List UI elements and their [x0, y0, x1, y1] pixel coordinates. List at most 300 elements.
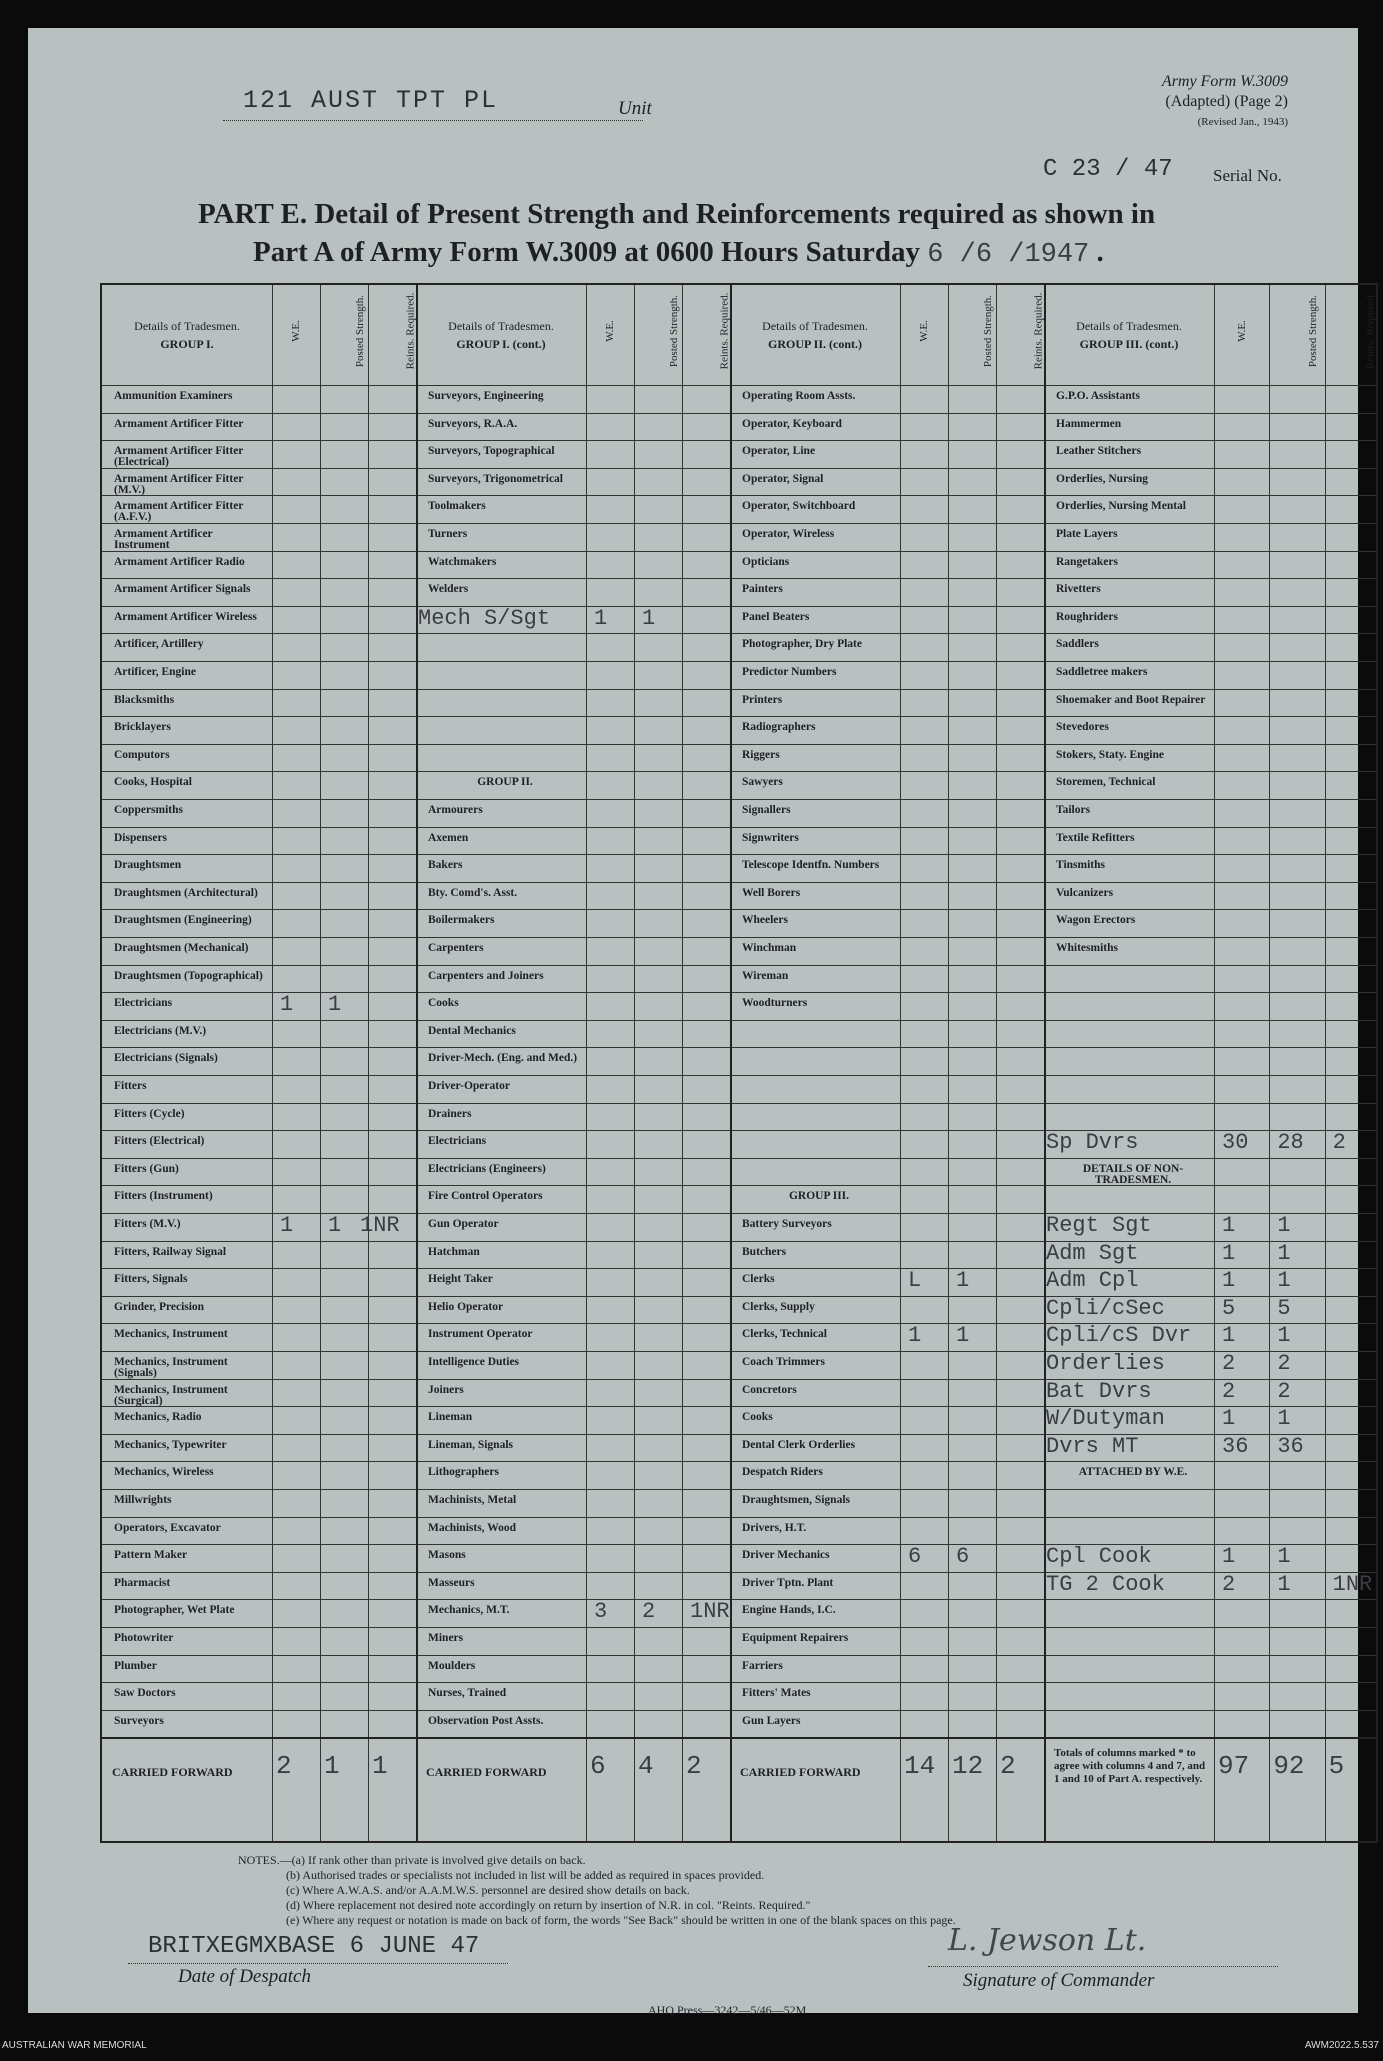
- row-label: Photographer, Wet Plate: [114, 1605, 235, 1617]
- value-col-rule: [320, 285, 321, 1841]
- col-head-text: Posted Strength.: [354, 294, 367, 368]
- row-rule: [102, 909, 1376, 910]
- row-label: Armament Artificer Fitter (M.V.): [114, 473, 244, 496]
- cpli_csec-posted: 5: [1277, 1295, 1291, 1321]
- dvrs_mt-posted: 36: [1277, 1433, 1304, 1459]
- row-label: Clerks: [742, 1274, 775, 1286]
- row-label: Surveyors, R.A.A.: [428, 418, 518, 430]
- row-rule: [102, 1627, 1376, 1628]
- serial-value: C 23 / 47: [1043, 156, 1173, 183]
- note-line: (e) Where any request or notation is made on back of form, the words "See Back" should be written in one of the blank spaces on this page.: [286, 1913, 956, 1927]
- row-label: Stokers, Staty. Engine: [1056, 749, 1164, 761]
- col-head-we: [1222, 295, 1262, 375]
- tg2_cook-label: TG 2 Cook: [1046, 1571, 1165, 1597]
- row-label: Orderlies, Nursing: [1056, 473, 1148, 485]
- row-label: Panel Beaters: [742, 611, 810, 623]
- row-rule: [102, 661, 1376, 662]
- row-label: Photographer, Dry Plate: [742, 639, 862, 651]
- row-label: Moulders: [428, 1660, 476, 1672]
- w_dutyman-we: 1: [1222, 1406, 1236, 1432]
- row-label: Height Taker: [428, 1274, 493, 1286]
- row-label: Carpenters: [428, 943, 484, 954]
- row-label: Clerks, Technical: [742, 1329, 827, 1341]
- row-label: Dental Clerk Orderlies: [742, 1439, 856, 1451]
- cpli_cs_dvr-we: 1: [1222, 1323, 1236, 1349]
- row-label: Shoemaker and Boot Repairer: [1056, 694, 1206, 706]
- electricians-we: 1: [280, 992, 294, 1018]
- row-label: Lineman: [428, 1412, 473, 1424]
- row-rule: [102, 744, 1376, 745]
- tg2_cook-posted: 1: [1277, 1571, 1291, 1597]
- row-rule: [102, 413, 1376, 414]
- bat_dvrs-label: Bat Dvrs: [1046, 1378, 1152, 1404]
- credit-left: AUSTRALIAN WAR MEMORIAL: [2, 2040, 147, 2051]
- row-label: Operator, Line: [742, 446, 816, 458]
- tg2_cook-we: 2: [1222, 1571, 1236, 1597]
- row-label: Coach Trimmers: [742, 1357, 825, 1368]
- cf-total-posted: 92: [1273, 1751, 1305, 1782]
- row-label: Hatchman: [428, 1246, 480, 1258]
- row-label: Plate Layers: [1056, 529, 1118, 540]
- row-label: Armament Artificer Fitter: [114, 418, 244, 430]
- col-head-text: W.E.: [290, 320, 302, 342]
- row-label: Armourers: [428, 805, 483, 816]
- row-label: Hammermen: [1056, 418, 1122, 430]
- value-col-rule: [1214, 285, 1215, 1841]
- row-label: Fitters: [114, 1081, 147, 1092]
- row-rule: [102, 551, 1376, 552]
- row-label: Telescope Identfn. Numbers: [742, 860, 880, 872]
- adm_cpl-we: 1: [1222, 1268, 1236, 1294]
- row-label: GROUP II.: [477, 777, 533, 789]
- value-col-rule: [368, 285, 369, 1841]
- cf-g1c-reints: 2: [686, 1751, 702, 1782]
- title-line2: [253, 236, 1383, 270]
- row-label: Wheelers: [742, 915, 788, 927]
- row-label: Armament Artificer Fitter (Electrical): [114, 446, 244, 469]
- row-label: Cooks, Hospital: [114, 777, 192, 789]
- clerks-we: L: [908, 1268, 922, 1294]
- row-label: Computors: [114, 749, 170, 761]
- row-rule: [102, 495, 1376, 496]
- row-rule: [102, 716, 1376, 717]
- col-head-text: W.E.: [1235, 320, 1248, 342]
- col-head-text: Reints. Required.: [1364, 292, 1377, 370]
- row-rule: [102, 1158, 1376, 1159]
- col-head-posted: [1277, 294, 1320, 375]
- row-label: Turners: [428, 529, 468, 540]
- row-label: Opticians: [742, 556, 790, 568]
- form-page: [28, 28, 1377, 2017]
- row-rule: [102, 771, 1376, 772]
- row-label: Electricians (M.V.): [114, 1025, 207, 1037]
- row-label: Gun Layers: [742, 1715, 801, 1727]
- row-label: Drainers: [428, 1108, 472, 1120]
- row-label: Grinder, Precision: [114, 1301, 205, 1313]
- col-head-text: Posted Strength.: [668, 294, 681, 368]
- row-label: Machinists, Wood: [428, 1522, 516, 1534]
- row-label: ATTACHED BY W.E.: [1078, 1467, 1188, 1479]
- row-rule: [102, 468, 1376, 469]
- col-head-text: Reints. Required.: [718, 292, 731, 370]
- row-label: Mechanics, Radio: [114, 1412, 202, 1424]
- row-label: Surveyors, Trigonometrical: [428, 473, 563, 485]
- row-label: Fire Control Operators: [428, 1191, 543, 1203]
- row-label: Painters: [742, 584, 783, 596]
- row-label: Ammunition Examiners: [114, 391, 233, 402]
- group-header: [416, 285, 586, 385]
- row-label: Butchers: [742, 1246, 787, 1258]
- cf-g1-reints: 1: [372, 1751, 388, 1782]
- row-label: Cooks: [428, 998, 459, 1010]
- row-rule: [102, 1544, 1376, 1545]
- row-label: Draughtsmen (Architectural): [114, 887, 258, 899]
- press-mark: AHQ Press—3242—5/46—52M: [648, 2003, 807, 2017]
- row-label: Signwriters: [742, 832, 799, 844]
- clerks-posted: 1: [956, 1268, 970, 1294]
- value-col-rule: [1325, 285, 1326, 1841]
- row-label: Saddletree makers: [1056, 667, 1148, 678]
- row-label: Saddlers: [1056, 639, 1099, 651]
- row-label: Draughtsmen, Signals: [742, 1495, 850, 1506]
- row-rule: [102, 882, 1376, 883]
- row-label: Instrument Operator: [428, 1329, 533, 1341]
- bat_dvrs-we: 2: [1222, 1378, 1236, 1404]
- carried-forward-label: CARRIED FORWARD: [426, 1765, 547, 1780]
- row-label: Coppersmiths: [114, 805, 184, 816]
- col-head-text: Reints. Required.: [404, 292, 417, 370]
- cf-total-we: 97: [1218, 1751, 1250, 1782]
- details-head: Details of Tradesmen.: [134, 319, 240, 333]
- details-head: Details of Tradesmen.: [1076, 319, 1182, 333]
- serial-label: Serial No.: [1213, 166, 1282, 185]
- w_dutyman-label: W/Dutyman: [1046, 1406, 1165, 1432]
- orderlies-posted: 2: [1277, 1351, 1291, 1376]
- unit-value: 121 AUST TPT PL: [243, 86, 499, 115]
- row-rule: [102, 1682, 1376, 1683]
- row-label: Draughtsmen (Topographical): [114, 970, 263, 982]
- row-label: Driver Tptn. Plant: [742, 1577, 834, 1589]
- row-label: DETAILS OF NON-TRADESMEN.: [1082, 1163, 1184, 1186]
- orderlies-we: 2: [1222, 1351, 1236, 1376]
- row-label: Fitters (Electrical): [114, 1136, 205, 1148]
- tg2_cook-reints: 1NR: [1332, 1571, 1373, 1597]
- regt_sgt-we: 1: [1222, 1213, 1236, 1238]
- carried-forward-label: CARRIED FORWARD: [112, 1765, 233, 1780]
- note-line: (c) Where A.W.A.S. and/or A.A.M.W.S. personnel are desired show details on back.: [286, 1883, 690, 1897]
- row-label: GROUP III.: [788, 1191, 850, 1203]
- row-label: Artificer, Artillery: [114, 639, 204, 651]
- title-date: 6 /6 /1947: [927, 240, 1090, 270]
- row-rule: [102, 1599, 1376, 1600]
- row-label: Wireman: [742, 970, 789, 982]
- cpl_cook-we: 1: [1222, 1544, 1236, 1570]
- carried-forward-label: CARRIED FORWARD: [740, 1765, 861, 1780]
- row-label: Electricians (Signals): [114, 1053, 218, 1065]
- cpli_csec-we: 5: [1222, 1295, 1236, 1321]
- col-head-text: W.E.: [918, 320, 930, 342]
- cf-g1c-we: 6: [590, 1751, 606, 1782]
- row-label: Operator, Signal: [742, 473, 824, 485]
- mech-ssgt-posted: 1: [642, 605, 656, 631]
- row-rule: [102, 1517, 1376, 1518]
- col-head-reints: [686, 292, 731, 375]
- row-rule: [102, 633, 1376, 634]
- row-label: Battery Surveyors: [742, 1219, 832, 1230]
- row-label: Mechanics, M.T.: [428, 1605, 510, 1617]
- unit-line: [223, 120, 643, 121]
- row-label: Operator, Wireless: [742, 529, 835, 540]
- row-label: Radiographers: [742, 722, 816, 734]
- row-label: Boilermakers: [428, 915, 495, 927]
- row-label: Despatch Riders: [742, 1467, 823, 1479]
- row-label: Masseurs: [428, 1577, 475, 1589]
- col-head-we: [276, 295, 316, 375]
- row-label: Dispensers: [114, 832, 168, 844]
- row-label: Joiners: [428, 1384, 464, 1396]
- row-label: Rivetters: [1056, 584, 1101, 596]
- row-label: Carpenters and Joiners: [428, 970, 544, 982]
- row-label: Drivers, H.T.: [742, 1522, 807, 1534]
- row-rule: [102, 1655, 1376, 1656]
- cf-g2c-posted: 12: [952, 1751, 984, 1782]
- row-label: Armament Artificer Radio: [114, 556, 245, 568]
- totals-label: Totals of columns marked * to agree with columns 4 and 7, and 1 and 10 of Part A. respectively.: [1054, 1747, 1206, 1786]
- row-label: Fitters (M.V.): [114, 1219, 181, 1230]
- row-label: Predictor Numbers: [742, 667, 837, 678]
- driver-mech-posted: 6: [956, 1544, 970, 1570]
- row-rule: [102, 1103, 1376, 1104]
- value-col-rule: [586, 285, 587, 1841]
- w_dutyman-posted: 1: [1277, 1406, 1291, 1432]
- form-number: [1162, 72, 1288, 132]
- fitters-mv-we: 1: [280, 1213, 294, 1238]
- group-name: GROUP III. (cont.): [1079, 337, 1179, 351]
- row-rule: [102, 1241, 1376, 1242]
- row-label: Fitters (Cycle): [114, 1108, 185, 1120]
- value-col-rule: [900, 285, 901, 1841]
- row-label: Draughtsmen: [114, 860, 182, 872]
- driver-mech-we: 6: [908, 1544, 922, 1570]
- row-label: Mechanics, Instrument (Surgical): [114, 1384, 228, 1407]
- note-line: (d) Where replacement not desired note accordingly on return by insertion of N.R. in col. "Reints. Required.": [286, 1898, 811, 1912]
- row-label: Watchmakers: [428, 556, 497, 568]
- cpli_cs_dvr-label: Cpli/cS Dvr: [1046, 1323, 1192, 1349]
- form-line1: Army Form W.3009: [1161, 73, 1288, 90]
- row-label: Toolmakers: [428, 501, 486, 513]
- despatch-value: BRITXEGMXBASE 6 JUNE 47: [148, 1933, 480, 1960]
- col-head-text: W.E.: [604, 320, 616, 342]
- group-divider: [1044, 285, 1046, 1841]
- row-rule: [102, 1489, 1376, 1490]
- row-label: Tailors: [1056, 805, 1091, 816]
- row-rule: [102, 854, 1376, 855]
- row-rule: [102, 1351, 1376, 1352]
- row-label: Bty. Comd's. Asst.: [428, 887, 518, 899]
- value-col-rule: [996, 285, 997, 1841]
- row-label: Gun Operator: [428, 1219, 499, 1230]
- value-col-rule: [272, 285, 273, 1841]
- header-rule: [102, 385, 1376, 386]
- row-rule: [102, 1710, 1376, 1711]
- row-label: Lineman, Signals: [428, 1439, 513, 1451]
- row-label: Signallers: [742, 805, 791, 816]
- notes: [238, 1853, 956, 1928]
- form-line2: (Adapted) (Page 2): [1165, 93, 1288, 110]
- row-label: Whitesmiths: [1056, 943, 1118, 954]
- title-end: .: [1096, 236, 1104, 268]
- row-label: Driver-Operator: [428, 1081, 510, 1092]
- row-label: Nurses, Trained: [428, 1688, 507, 1700]
- row-label: Operators, Excavator: [114, 1522, 221, 1534]
- group-header: [730, 285, 900, 385]
- form-line3: (Revised Jan., 1943): [1197, 116, 1288, 128]
- col-head-text: Posted Strength.: [1307, 294, 1320, 368]
- col-head-text: Reints. Required.: [1032, 292, 1045, 370]
- electricians-posted: 1: [328, 992, 342, 1018]
- row-label: Bricklayers: [114, 722, 171, 734]
- row-rule: [102, 1434, 1376, 1435]
- cf-g2c-we: 14: [904, 1751, 936, 1782]
- row-label: Engine Hands, I.C.: [742, 1605, 836, 1617]
- row-label: Stevedores: [1056, 722, 1109, 734]
- credit-right: AWM2022.5.537: [1304, 2040, 1379, 2051]
- row-label: Blacksmiths: [114, 694, 175, 706]
- row-rule: [102, 827, 1376, 828]
- signature-label: Signature of Commander: [963, 1970, 1155, 1991]
- row-label: Plumber: [114, 1660, 157, 1672]
- row-rule: [102, 1130, 1376, 1131]
- row-label: Pattern Maker: [114, 1550, 188, 1562]
- col-head-text: Posted Strength.: [982, 294, 995, 368]
- row-label: Rangetakers: [1056, 556, 1118, 568]
- col-head-posted: [638, 294, 681, 375]
- row-label: Miners: [428, 1633, 464, 1644]
- row-label: Mechanics, Wireless: [114, 1467, 214, 1479]
- row-rule: [102, 1296, 1376, 1297]
- col-head-posted: [952, 294, 995, 375]
- clerks-tech-posted: 1: [956, 1323, 970, 1349]
- row-label: Pharmacist: [114, 1577, 171, 1589]
- row-label: Clerks, Supply: [742, 1301, 815, 1313]
- group-name: GROUP I. (cont.): [456, 337, 546, 351]
- signature-line: [928, 1966, 1278, 1967]
- row-label: Operator, Switchboard: [742, 501, 856, 513]
- note-line: (b) Authorised trades or specialists not included in list will be added as required in spaces provided.: [286, 1868, 765, 1882]
- unit-label: Unit: [618, 98, 652, 119]
- cf-g1c-posted: 4: [638, 1751, 654, 1782]
- row-rule: [102, 689, 1376, 690]
- sp_dvrs-we: 30: [1222, 1130, 1249, 1156]
- row-label: Electricians (Engineers): [428, 1163, 546, 1175]
- row-label: Fitters (Instrument): [114, 1191, 213, 1203]
- mechanics-mt-we: 3: [594, 1599, 608, 1625]
- adm_sgt-posted: 1: [1277, 1240, 1291, 1266]
- row-rule: [102, 1461, 1376, 1462]
- value-col-rule: [948, 285, 949, 1841]
- cpli_cs_dvr-posted: 1: [1277, 1323, 1291, 1349]
- details-head: Details of Tradesmen.: [448, 319, 554, 333]
- bat_dvrs-posted: 2: [1277, 1378, 1291, 1404]
- row-label: Draughtsmen (Mechanical): [114, 943, 249, 954]
- row-label: Masons: [428, 1550, 466, 1562]
- fitters-mv-reints: 1NR: [360, 1213, 400, 1238]
- row-label: Textile Refitters: [1056, 832, 1135, 844]
- row-label: Woodturners: [742, 998, 808, 1010]
- fitters-mv-posted: 1: [328, 1213, 342, 1238]
- row-rule: [102, 440, 1376, 441]
- sp_dvrs-posted: 28: [1277, 1130, 1304, 1156]
- row-rule: [102, 1020, 1376, 1021]
- cf-total-reints: 5: [1328, 1751, 1345, 1782]
- row-label: Saw Doctors: [114, 1688, 176, 1700]
- value-col-rule: [682, 285, 683, 1841]
- row-rule: [102, 578, 1376, 579]
- adm_sgt-we: 1: [1222, 1240, 1236, 1266]
- clerks-tech-we: 1: [908, 1323, 922, 1349]
- row-label: Equipment Repairers: [742, 1633, 849, 1644]
- row-label: Printers: [742, 694, 783, 706]
- title-line1: PART E. Detail of Present Strength and Reinforcements required as shown in: [198, 198, 1156, 230]
- row-label: Fitters, Railway Signal: [114, 1246, 227, 1258]
- cf-g1-posted: 1: [324, 1751, 340, 1782]
- row-label: Mechanics, Typewriter: [114, 1439, 227, 1451]
- row-label: Armament Artificer Signals: [114, 584, 251, 596]
- row-label: Machinists, Metal: [428, 1495, 517, 1506]
- row-rule: [102, 1572, 1376, 1573]
- row-label: Leather Stitchers: [1056, 446, 1142, 458]
- row-label: Driver Mechanics: [742, 1550, 830, 1562]
- group-divider: [730, 285, 732, 1841]
- group-header: [102, 285, 272, 385]
- group-divider: [416, 285, 418, 1841]
- col-head-we: [904, 295, 944, 375]
- row-rule: [102, 1406, 1376, 1407]
- row-rule: [102, 1268, 1376, 1269]
- commander-signature: L. Jewson Lt.: [948, 1923, 1147, 1958]
- row-label: Driver-Mech. (Eng. and Med.): [428, 1053, 578, 1065]
- mech-ssgt-we: 1: [594, 605, 608, 631]
- row-label: Surveyors, Topographical: [428, 446, 555, 458]
- dvrs_mt-label: Dvrs MT: [1046, 1433, 1139, 1459]
- row-label: Fitters (Gun): [114, 1163, 179, 1175]
- row-label: Armament Artificer Instrument: [114, 529, 213, 551]
- row-label: Photowriter: [114, 1633, 174, 1644]
- row-rule: [102, 523, 1376, 524]
- group-header: [1044, 285, 1214, 385]
- regt_sgt-label: Regt Sgt: [1046, 1213, 1152, 1238]
- row-label: Winchman: [742, 943, 797, 954]
- note-line: NOTES.—(a) If rank other than private is involved give details on back.: [238, 1853, 586, 1867]
- mechanics-mt-posted: 2: [642, 1599, 656, 1625]
- row-label: G.P.O. Assistants: [1056, 391, 1140, 402]
- row-label: Artificer, Engine: [114, 667, 196, 678]
- col-head-reints: [372, 292, 417, 375]
- details-head: Details of Tradesmen.: [762, 319, 868, 333]
- row-label: Surveyors: [114, 1715, 164, 1727]
- row-label: Armament Artificer Wireless: [114, 611, 257, 623]
- row-rule: [102, 965, 1376, 966]
- row-label: Surveyors, Engineering: [428, 391, 544, 402]
- row-label: Bakers: [428, 860, 463, 872]
- row-label: Helio Operator: [428, 1301, 504, 1313]
- row-label: Wagon Erectors: [1056, 915, 1136, 927]
- orderlies-label: Orderlies: [1046, 1351, 1165, 1376]
- row-label: Draughtsmen (Engineering): [114, 915, 252, 927]
- mechanics-mt-reints: 1NR: [690, 1599, 730, 1625]
- row-label: Orderlies, Nursing Mental: [1056, 501, 1186, 513]
- row-label: Fitters' Mates: [742, 1688, 811, 1700]
